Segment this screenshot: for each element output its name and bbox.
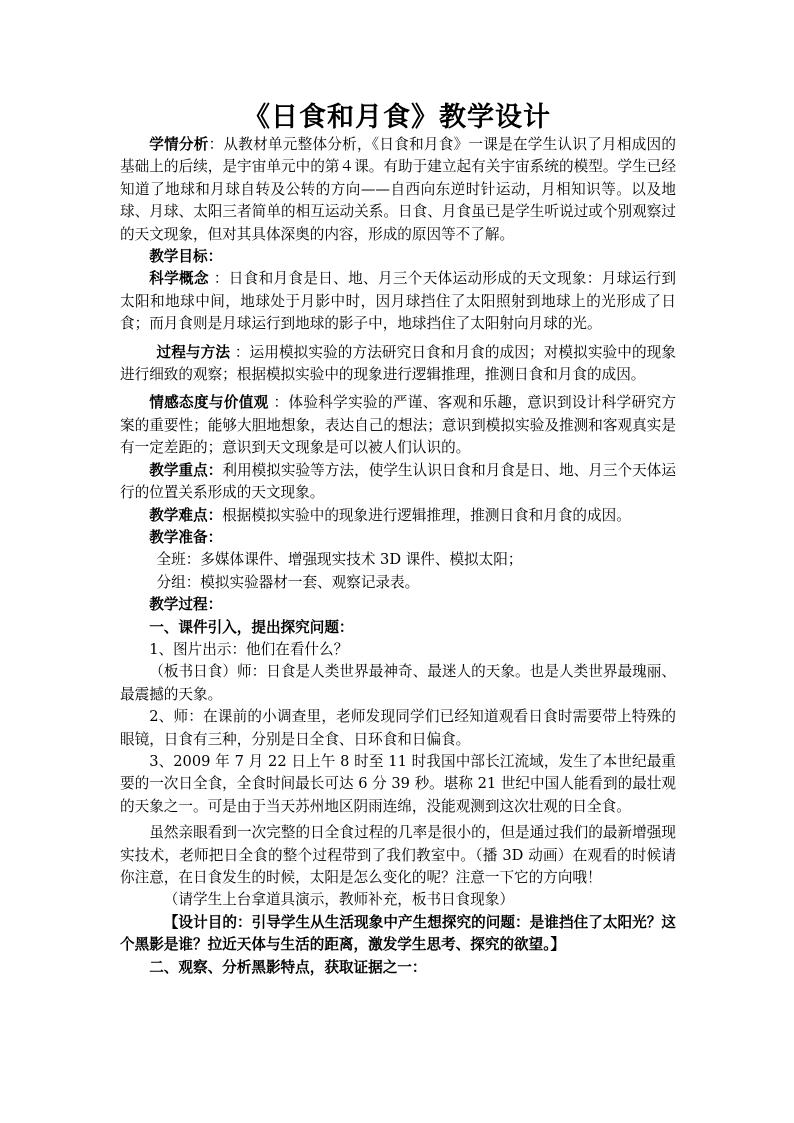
key-point-paragraph xyxy=(120,460,676,505)
process-demo-note: （请学生上台拿道具演示，教师补充，板书日食现象） xyxy=(163,891,515,909)
analysis-paragraph xyxy=(120,134,676,246)
difficulty-paragraph xyxy=(120,505,676,527)
goal-process-label: 过程与方法 xyxy=(156,343,231,361)
process-step-3-continued: 虽然亲眼看到一次完整的日全食过程的几率是很小的，但是通过我们的最新增强现实技术，老师把日全食的整个过程带到了我们教室中。（播 3D 动画）在观看的时候请你注意，在日食发生的时候，太阳是怎么变化的呢？注意一下它的方向哦！ xyxy=(120,824,676,886)
goal-attitude-paragraph xyxy=(120,392,676,459)
process-heading: 教学过程： xyxy=(149,596,223,614)
difficulty-text: 根据模拟实验中的现象进行逻辑推理，推测日食和月食的成因。 xyxy=(222,506,631,524)
prep-group: 分组：模拟实验器材一套、观察记录表。 xyxy=(156,573,420,591)
goal-process-text: ：运用模拟实验的方法研究日食和月食的成因；对模拟实验中的现象进行细致的观察；根据模拟实验中的现象进行逻辑推理，推测日食和月食的成因。 xyxy=(120,343,676,384)
process-step-3: 3、2009 年 7 月 22 日上午 8 时至 11 时我国中部长江流域，发生了本世纪最重要的一次日全食，全食时间最长可达 6 分 39 秒。堪称 21 世纪中国人能看到的最壮观的天象之一。可是由于当天苏州地区阴雨连绵，没能观测到这次壮观的日全食。 xyxy=(120,752,676,815)
analysis-text: ：从教材单元整体分析，《日食和月食》一课是在学生认识了月相成因的基础上的后续，是宇宙单元中的第４课。有助于建立起有关宇宙系统的模型。学生已经知道了地球和月球自转及公转的方向——自西向东逆时针运动，月相知识等。以及地球、月球、太阳三者简单的相互运动关系。日食、月食虽已是学生听说过或个别观察过的天文现象，但对其具体深奥的内容，形成的原因等不了解。 xyxy=(120,136,676,243)
prep-class: 全班：多媒体课件、增强现实技术 3D 课件、模拟太阳； xyxy=(156,551,523,569)
goal-attitude-label: 情感态度与价值观 xyxy=(149,394,269,412)
section-2-heading: 二、观察、分析黑影特点，获取证据之一： xyxy=(149,958,427,976)
key-point-label: 教学重点： xyxy=(149,461,223,479)
process-step-2: 2、师：在课前的小调查里，老师发现同学们已经知道观看日食时需要带上特殊的眼镜，日食有三种，分别是日全食、日环食和日偏食。 xyxy=(120,708,676,748)
goal-attitude-text: ：体验科学实验的严谨、客观和乐趣，意识到设计科学研究方案的重要性；能够大胆地想象，表达自己的想法；意识到模拟实验及推测和客观真实是有一定差距的；意识到天文现象是可以被人们认识的。 xyxy=(120,394,676,457)
document-title: 《日食和月食》教学设计 xyxy=(243,102,551,133)
analysis-label: 学情分析 xyxy=(149,136,209,153)
document-body xyxy=(120,134,676,979)
goal-concept-label: 科学概念 xyxy=(149,270,209,288)
process-step-1-board: （板书日食）师：日食是人类世界最神奇、最迷人的天象。也是人类世界最瑰丽、最震撼的天象。 xyxy=(120,663,676,703)
section-1-heading: 一、课件引入，提出探究问题： xyxy=(149,618,354,636)
goal-concept-paragraph xyxy=(120,268,676,335)
design-purpose: 【设计目的：引导学生从生活现象中产生想探究的问题：是谁挡住了太阳光？这个黑影是谁？拉近天体与生活的距离，激发学生思考、探究的欲望。】 xyxy=(120,913,676,954)
difficulty-label: 教学难点： xyxy=(149,506,223,524)
prep-heading: 教学准备： xyxy=(149,528,223,546)
process-step-1: 1、图片出示：他们在看什么？ xyxy=(149,640,349,658)
goals-heading: 教学目标： xyxy=(149,248,223,266)
goal-process-paragraph xyxy=(120,342,676,387)
key-point-text: 利用模拟实验等方法，使学生认识日食和月食是日、地、月三个天体运行的位置关系形成的天文现象。 xyxy=(120,461,676,502)
goal-concept-text: ：日食和月食是日、地、月三个天体运动形成的天文现象：月球运行到太阳和地球中间，地球处于月影中时，因月球挡住了太阳照射到地球上的光形成了日食；而月食则是月球运行到地球的影子中，地球挡住了太阳射向月球的光。 xyxy=(120,270,676,333)
